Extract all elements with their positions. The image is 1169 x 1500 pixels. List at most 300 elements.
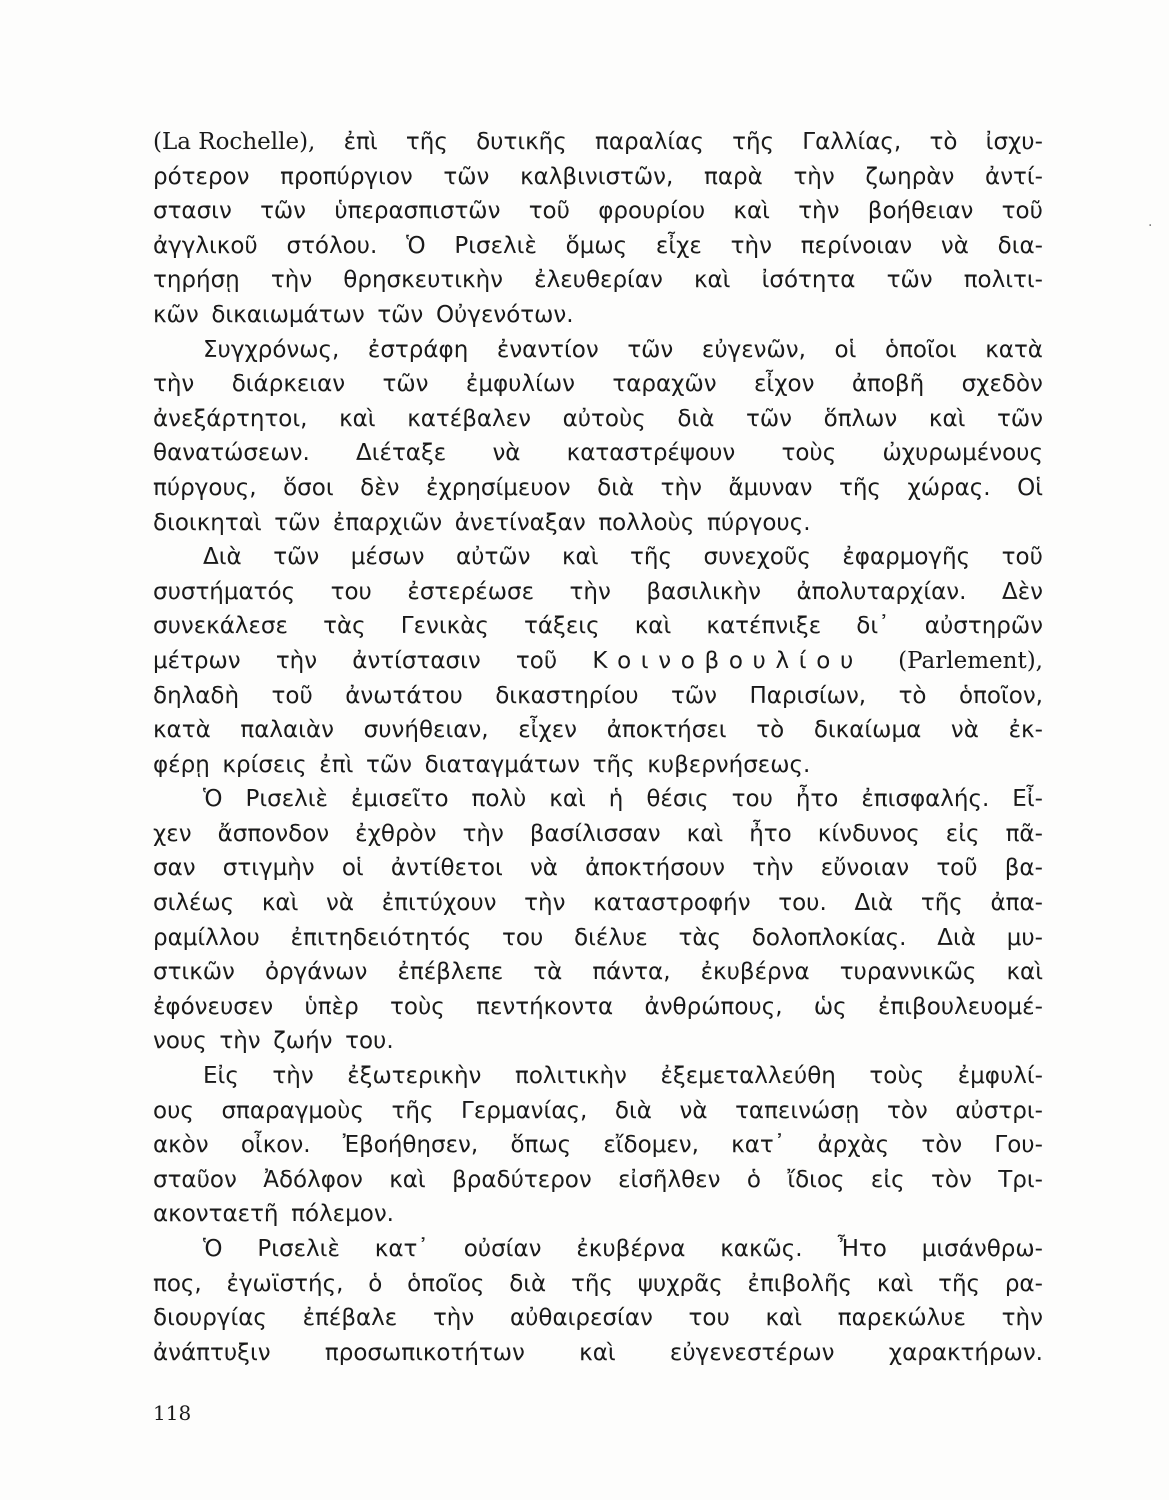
word: καὶ (561, 544, 599, 571)
text-line (153, 679, 1043, 714)
word: νὰ (492, 440, 521, 467)
word: διὰ (677, 405, 715, 432)
word: ἀπα- (990, 890, 1043, 917)
word: δηλαδὴ (153, 682, 240, 709)
word: ακὸν (153, 1132, 209, 1159)
word: διὰ (509, 1270, 547, 1297)
word: σπαραγμοὺς (221, 1097, 364, 1124)
word: μυ- (1006, 924, 1043, 951)
text-line (153, 436, 1043, 471)
word: κακῶς. (720, 1236, 803, 1262)
word: δὲν (360, 474, 400, 501)
text-line (153, 575, 1043, 610)
word: τῆς (405, 129, 448, 155)
word: εἶχεν (518, 717, 578, 744)
word: τῶν (260, 198, 307, 225)
word: ὡς (813, 993, 847, 1020)
word: καὶ (339, 405, 376, 432)
text-line (153, 1301, 1043, 1336)
body-text (153, 125, 1043, 1370)
word: τὴν (272, 1063, 314, 1090)
word: ἀποκτήσει (606, 717, 727, 744)
word: καὶ (765, 1305, 802, 1332)
word: τῶν (366, 751, 412, 778)
text-line (153, 1197, 1043, 1232)
word: πύργους. (706, 509, 811, 536)
word: ὠχυρωμένους (882, 440, 1043, 467)
word: ρα- (1004, 1270, 1043, 1297)
word: τῆς (838, 474, 881, 501)
word: πολλοὺς (598, 509, 695, 536)
word: τὴν (1001, 1305, 1043, 1332)
word: τὴν (569, 578, 611, 605)
word: ἐπιτηδειότητός (290, 924, 472, 951)
word: κατ᾽ (731, 1132, 786, 1159)
word: σιλέως (153, 890, 235, 917)
text-line (153, 402, 1043, 437)
word: τῶν (627, 336, 674, 363)
word: Ὁ (203, 1236, 223, 1262)
margin-speck: · (1148, 218, 1153, 234)
word: τὴν (219, 1028, 261, 1055)
text-line (153, 955, 1043, 990)
word: περίνοιαν (800, 232, 913, 259)
word: Ρισελιὲ (245, 786, 328, 813)
word: τῆς (732, 129, 775, 155)
word: Ἦτο (837, 1236, 887, 1262)
word: του. (345, 1028, 394, 1055)
word: τάξεις (524, 613, 600, 640)
word: ἐπὶ (319, 751, 354, 778)
word: τῶν (273, 544, 320, 571)
word: διάρκειαν (231, 371, 346, 398)
text-line (153, 1094, 1043, 1129)
word: πάντα, (592, 959, 671, 986)
word: τῶν (886, 267, 933, 294)
word: τῆς (630, 544, 672, 571)
word: τὸν (931, 1166, 972, 1193)
word: ρότερον (153, 163, 250, 190)
text-line (153, 782, 1043, 817)
word: συνεχοῦς (703, 544, 811, 571)
word: τῶν (746, 405, 793, 432)
word: ὅπλων (823, 405, 898, 432)
word: τῶν (671, 682, 718, 709)
word: κῶν (153, 301, 199, 328)
word: του (330, 578, 372, 605)
word: τὴν (798, 198, 840, 225)
word: ἐχθρὸν (355, 820, 437, 847)
word: Διὰ (937, 924, 976, 951)
word: Γου- (994, 1132, 1043, 1159)
word: τὸ (929, 129, 958, 155)
word: δικαιωμάτων (211, 301, 365, 328)
word: τῶν (443, 163, 490, 190)
word: τῶν (997, 405, 1043, 432)
word: τυραννικῶς (839, 959, 977, 986)
text-line (153, 609, 1043, 644)
text-line (153, 367, 1043, 402)
word: τὸν (921, 1132, 963, 1159)
word: οὐσίαν (463, 1236, 542, 1262)
word: διέλυε (574, 924, 648, 951)
word: δολοπλοκίας. (751, 924, 907, 951)
word: εὐγενῶν, (701, 336, 806, 363)
word: καὶ (928, 405, 966, 432)
word: ἐκ- (1008, 717, 1043, 744)
word: βασίλισσαν (529, 820, 661, 847)
text-line (153, 748, 1043, 783)
text-line (153, 1128, 1043, 1163)
word: νὰ (529, 855, 558, 882)
word: τῆς (571, 1270, 613, 1297)
text-line (153, 1232, 1043, 1267)
word: Συγχρόνως, (203, 336, 340, 363)
word: ραμίλλου (153, 924, 260, 951)
text-line (153, 540, 1043, 575)
word: ἐναντίον (496, 336, 599, 363)
word: χεν (153, 820, 192, 847)
word: ὅπως (510, 1132, 572, 1159)
word: βραδύτερον (452, 1166, 592, 1193)
word: συνεκάλεσε (153, 613, 288, 640)
word: στόλου. (286, 232, 378, 259)
word: οἱ (341, 855, 364, 882)
word: ἐφόνευσεν (153, 993, 274, 1020)
word: τῶν (377, 301, 424, 328)
word: θανατώσεων. (153, 440, 310, 467)
word: κίνδυνος (817, 820, 920, 847)
word: ὁ (746, 1166, 761, 1193)
text-line (153, 817, 1043, 852)
word: εὔνοιαν (820, 855, 910, 882)
word: ἐξεμεταλλεύθη (660, 1063, 836, 1090)
word: Οἱ (1017, 474, 1043, 501)
word: ἰσότητα (761, 267, 856, 294)
word: του. (778, 890, 827, 917)
word: καὶ (549, 786, 586, 813)
word: σταῦον (153, 1166, 237, 1193)
word: καταστρέψουν (566, 440, 736, 467)
word: τὰς (323, 613, 366, 640)
word: ἐπιβολῆς (747, 1270, 853, 1297)
word: προπύργιον (280, 163, 413, 190)
word: κατέβαλεν (407, 405, 531, 432)
word: παραλίας (595, 129, 704, 155)
word: ἡ (608, 786, 624, 813)
text-line (153, 851, 1043, 886)
word: χώρας. (907, 474, 991, 501)
text-line (153, 298, 1043, 333)
word: καὶ (693, 267, 731, 294)
word: (Parlement), (898, 647, 1043, 674)
text-line (153, 194, 1043, 229)
word: τὴν (660, 474, 702, 501)
word: τὸ (898, 682, 927, 709)
word: τοὺς (869, 1063, 925, 1090)
text-line (153, 1024, 1043, 1059)
text-line (153, 886, 1043, 921)
word: τὰς (678, 924, 721, 951)
word: στιγμὴν (222, 855, 315, 882)
word: Ὁ (203, 786, 223, 813)
word: ἐπισφαλής. (861, 786, 990, 813)
word: παρεκώλυε (837, 1305, 966, 1332)
word: πολιτι- (963, 267, 1043, 294)
word: χαρακτήρων. (888, 1339, 1043, 1366)
word: πολιτικὴν (514, 1063, 627, 1090)
word: στικῶν (153, 959, 235, 986)
word: ἀνωτάτου (345, 682, 463, 709)
word: συστήματός (153, 578, 296, 605)
word: ἐγωϊστής, (226, 1270, 344, 1297)
word: σχεδὸν (961, 371, 1043, 398)
word: εἰς (945, 820, 980, 847)
word: ὑπερασπιστῶν (334, 198, 501, 225)
page-number: 118 (153, 1401, 192, 1425)
word: καὶ (579, 1339, 616, 1366)
word: ους (153, 1097, 194, 1124)
word: Εἶ- (1012, 786, 1043, 813)
word: ὁ (368, 1270, 383, 1297)
word: ἴδιος (787, 1166, 845, 1193)
text-line (153, 1267, 1043, 1302)
word: (La Rochelle), (153, 129, 316, 155)
word: πολὺ (471, 786, 527, 813)
word: τὴν (752, 855, 794, 882)
word: τοῦ (528, 198, 570, 225)
word: ἐξωτερικὴν (347, 1063, 482, 1090)
word: ὑπὲρ (304, 993, 359, 1020)
word: εἰς (870, 1166, 905, 1193)
word: θρησκευτικὴν (343, 267, 504, 294)
word: δυτικῆς (476, 129, 567, 155)
word: Οὐγενότων. (435, 301, 574, 328)
text-line (153, 125, 1043, 160)
word: αὐστρι- (955, 1097, 1043, 1124)
word: τῆς (592, 751, 635, 778)
word: ἐστερέωσε (407, 578, 534, 605)
word: διὰ (597, 474, 635, 501)
word: θέσις (646, 786, 709, 813)
word: ἐχρησίμευον (426, 474, 571, 501)
word: νους (153, 1028, 207, 1055)
word: νὰ (950, 717, 979, 744)
word: οἶκον. (240, 1132, 311, 1159)
word: καὶ (1006, 959, 1043, 986)
word: ἀποβῆ (851, 371, 925, 398)
word: τῶν (274, 509, 321, 536)
word: Ὁ (406, 232, 426, 259)
word: ἐλευθερίαν (534, 267, 663, 294)
word: τοὺς (390, 993, 445, 1020)
word: τὴν (275, 647, 318, 674)
word: Διέταξε (356, 440, 447, 467)
word: Διὰ (203, 544, 242, 571)
word: ακονταετῆ (153, 1201, 279, 1228)
word: εἴδομεν, (603, 1132, 699, 1159)
word: ὀργάνων (264, 959, 368, 986)
word: κατέπνιξε (706, 613, 822, 640)
word: τῆς (920, 890, 963, 917)
text-line (153, 229, 1043, 264)
word: ἄμυναν (728, 474, 813, 501)
word: πος, (153, 1270, 202, 1297)
word: καὶ (261, 890, 299, 917)
word: ἀπολυταρχίαν. (796, 578, 967, 605)
word: αὐστηρῶν (924, 613, 1043, 640)
word: εἶχον (754, 371, 815, 398)
word: ὅσοι (283, 474, 334, 501)
word: κατὰ (153, 717, 211, 744)
text-line (153, 506, 1043, 541)
word: στασιν (153, 198, 232, 225)
word: τῆς (938, 1270, 981, 1297)
word: κατὰ (985, 336, 1043, 363)
text-line (153, 333, 1043, 368)
word: τοῦ (1001, 198, 1043, 225)
word: νὰ (940, 232, 969, 259)
word: διὰ (614, 1097, 652, 1124)
word: του (731, 786, 773, 813)
word: ὁποῖον, (958, 682, 1043, 709)
word: ἦτο (749, 820, 792, 847)
word: καὶ (876, 1270, 914, 1297)
word: καὶ (733, 198, 770, 225)
word: τῶν (382, 371, 429, 398)
word: του (502, 924, 544, 951)
word: Τρι- (998, 1166, 1043, 1193)
word: ἀνεξάρτητοι, (153, 405, 308, 432)
word: τὸν (886, 1097, 928, 1124)
word: ἐμφυλί- (957, 1063, 1043, 1090)
word: αὐθαιρεσίαν (509, 1305, 653, 1332)
word: τοῦ (936, 855, 978, 882)
word: ἦτο (795, 786, 839, 813)
text-line (153, 1163, 1043, 1198)
word: πόλεμον. (291, 1201, 394, 1228)
text-line (153, 1336, 1043, 1371)
word: ἀνετίναξαν (454, 509, 586, 536)
word: ἀντίθετοι (390, 855, 503, 882)
word: ἐμισεῖτο (350, 786, 449, 813)
word: εἶχε (655, 232, 702, 259)
word: ταπεινώσῃ (735, 1097, 860, 1124)
word: ζωήν (273, 1028, 333, 1055)
word: εὐγενεστέρων (669, 1339, 835, 1366)
word: αὐτῶν (456, 544, 531, 571)
word: ἐπιβουλευομέ- (878, 993, 1043, 1020)
word: τῆς (391, 1097, 434, 1124)
word: ἐπαρχιῶν (332, 509, 443, 536)
word: δια- (997, 232, 1043, 259)
word: κρίσεις (222, 751, 307, 778)
word: σαν (153, 855, 196, 882)
word: καὶ (686, 820, 724, 847)
word: ζωηρὰν (865, 163, 955, 190)
word: ὁποῖοι (885, 336, 957, 363)
word: ἄσπονδον (217, 820, 330, 847)
word: Γαλλίας, (802, 129, 902, 155)
word: πᾶ- (1005, 820, 1043, 847)
word: τοῦ (271, 682, 313, 709)
word: δι᾽ (856, 613, 890, 640)
word: Ἀδόλφον (263, 1166, 363, 1193)
word: ψυχρᾶς (637, 1270, 723, 1297)
word: Γερμανίας, (461, 1097, 588, 1124)
word: ἀνθρώπους, (644, 993, 783, 1020)
word: βασιλικὴν (646, 578, 761, 605)
word: καὶ (634, 613, 672, 640)
word: κατ᾽ (374, 1236, 429, 1262)
word: ἐπέβαλε (302, 1305, 398, 1332)
word: του (688, 1305, 730, 1332)
word: συνήθειαν, (363, 717, 489, 744)
text-line (153, 471, 1043, 506)
word: Κοινοβουλίου (592, 647, 863, 674)
word: τοῦ (515, 647, 558, 674)
word: ἀνάπτυξιν (153, 1339, 271, 1366)
word: τὴν (730, 232, 772, 259)
text-line (153, 990, 1043, 1025)
word: κυβερνήσεως. (647, 751, 811, 778)
word: τὴν (432, 1305, 475, 1332)
word: Ρισελιὲ (257, 1236, 340, 1262)
word: Παρισίων, (749, 682, 867, 709)
word: διουργίας (153, 1305, 267, 1332)
word: καὶ (389, 1166, 426, 1193)
word: αὐτοὺς (562, 405, 646, 432)
text-line (153, 644, 1043, 679)
word: πύργους, (153, 474, 257, 501)
word: ἰσχυ- (985, 129, 1043, 155)
word: ἐκυβέρνα (700, 959, 810, 986)
word: οἱ (834, 336, 857, 363)
text-line (153, 713, 1043, 748)
word: καλβινιστῶν, (520, 163, 674, 190)
word: τὴν (270, 267, 313, 294)
word: ἐστράφη (367, 336, 469, 363)
word: τοὺς (781, 440, 837, 467)
word: προσωπικοτήτων (324, 1339, 525, 1366)
word: νὰ (679, 1097, 708, 1124)
word: διοικηταὶ (153, 509, 262, 536)
word: πεντήκοντα (476, 993, 614, 1020)
word: ταραχῶν (612, 371, 717, 398)
word: ἐμφυλίων (465, 371, 575, 398)
word: Ρισελιὲ (454, 232, 537, 259)
word: ἐκυβέρνα (576, 1236, 686, 1262)
word: παλαιὰν (240, 717, 334, 744)
text-line (153, 263, 1043, 298)
text-line (153, 160, 1043, 195)
word: τὴν (524, 890, 566, 917)
word: ἐφαρμογῆς (842, 544, 971, 571)
word: φρουρίου (598, 198, 706, 225)
word: ἀντί- (985, 163, 1043, 190)
word: βοήθειαν (867, 198, 974, 225)
text-line (153, 1059, 1043, 1094)
word: μέσων (350, 544, 425, 571)
word: διαταγμάτων (424, 751, 580, 778)
word: ἀντίστασιν (352, 647, 481, 674)
word: Γενικὰς (400, 613, 489, 640)
word: φέρῃ (153, 751, 210, 778)
word: Εἰς (203, 1063, 239, 1090)
word: Διὰ (854, 890, 894, 917)
word: ἐπέβλεπε (397, 959, 504, 986)
word: νὰ (326, 890, 355, 917)
